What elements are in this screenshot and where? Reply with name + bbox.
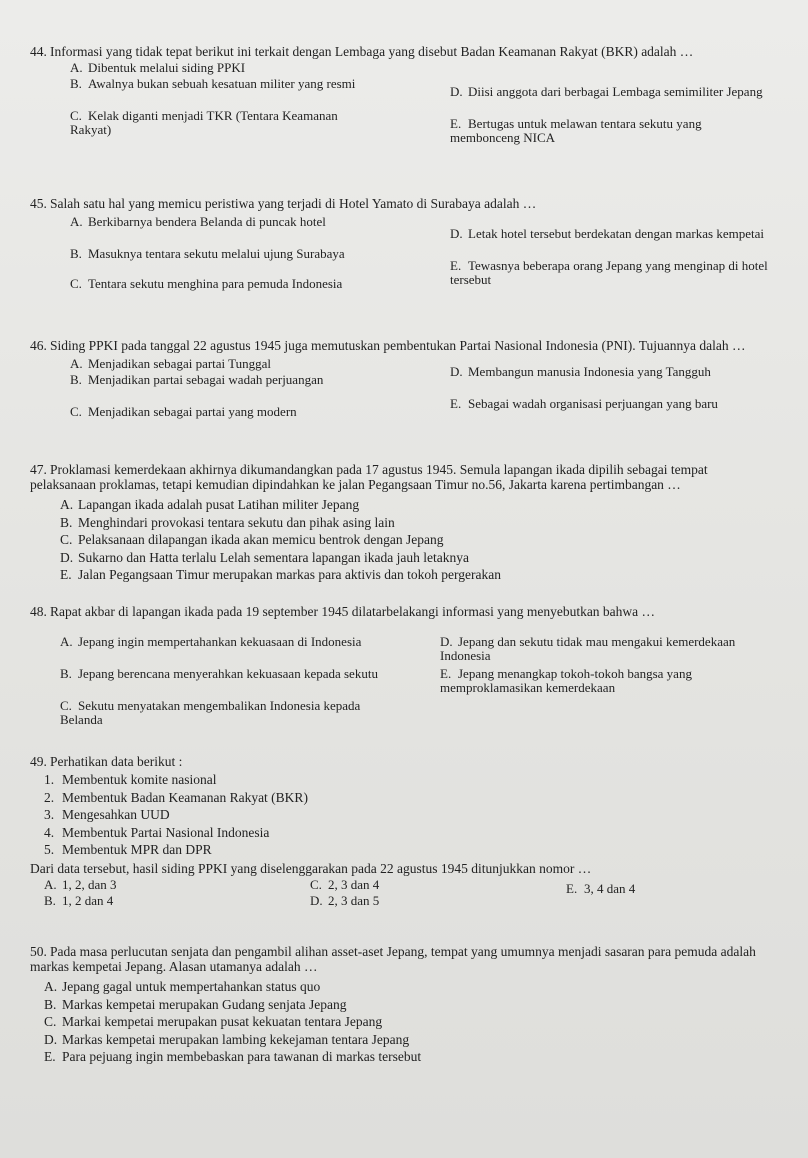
question-stem [30, 196, 770, 211]
option-b[interactable]: B. Masuknya tentara sekutu melalui ujung Surabaya [70, 246, 345, 261]
question-45 [30, 196, 770, 293]
option-d[interactable]: D. Jepang dan sekutu tidak mau mengakui kemerdekaan Indonesia [440, 634, 736, 663]
question-text: Proklamasi kemerdekaan akhirnya dikumandangkan pada 17 agustus 1945. Semula lapangan ikada dipilih sebagai tempat pelaksanaan proklamas, tetapi kemudian dipindahkan ke jalan Pegangsaan Timur no.56, Jakarta karena pertimbangan … [30, 462, 708, 492]
option-a[interactable]: A. Lapangan ikada adalah pusat Latihan militer Jepang [60, 497, 360, 512]
option-c[interactable]: C. 2, 3 dan 4 [310, 876, 380, 892]
option-d[interactable]: D. Letak hotel tersebut berdekatan dengan markas kempetai [450, 226, 764, 241]
option-d[interactable]: D. Membangun manusia Indonesia yang Tangguh [450, 364, 711, 379]
option-b[interactable]: B. Menjadikan partai sebagai wadah perjuangan [70, 372, 324, 387]
question-number: 47. [30, 462, 47, 477]
question-number: 45. [30, 196, 47, 211]
question-text: Siding PPKI pada tanggal 22 agustus 1945 juga memutuskan pembentukan Partai Nasional Indonesia (PNI). Tujuannya dalah … [50, 338, 746, 353]
option-a[interactable]: A. Menjadikan sebagai partai Tunggal [70, 356, 272, 371]
option-c[interactable]: C. Kelak diganti menjadi TKR (Tentara Keamanan Rakyat) [70, 108, 338, 137]
option-d[interactable]: D. 2, 3 dan 5 [310, 892, 380, 908]
list-item: 4. Membentuk Partai Nasional Indonesia [44, 824, 270, 840]
option-e[interactable]: E. Para pejuang ingin membebaskan para tawanan di markas tersebut [44, 1049, 422, 1064]
question-46 [30, 338, 770, 421]
list-item: 1. Membentuk komite nasional [44, 772, 217, 787]
option-a[interactable]: A. Jepang gagal untuk mempertahankan status quo [44, 979, 321, 994]
list-item: 2. Membentuk Badan Keamanan Rakyat (BKR) [44, 789, 308, 805]
question-number: 49. [30, 754, 47, 769]
option-c[interactable]: C. Tentara sekutu menghina para pemuda Indonesia [70, 276, 343, 291]
question-44 [30, 44, 770, 143]
question-text: Pada masa perlucutan senjata dan pengambil alihan asset-aset Jepang, tempat yang umumnya menjadi sasaran para pemuda adalah markas kempetai Jepang. Alasan utamanya adalah … [30, 944, 756, 974]
option-d[interactable]: D. Sukarno dan Hatta terlalu Lelah sementara lapangan ikada jauh letaknya [60, 549, 469, 565]
option-d[interactable]: D. Diisi anggota dari berbagai Lembaga semimiliter Jepang [450, 84, 763, 99]
option-e[interactable]: E. Tewasnya beberapa orang Jepang yang menginap di hotel tersebut [450, 258, 768, 287]
option-a[interactable]: A. 1, 2, dan 3 [44, 876, 117, 892]
question-number: 50. [30, 944, 47, 959]
question-text: Salah satu hal yang memicu peristiwa yang terjadi di Hotel Yamato di Surabaya adalah … [50, 196, 537, 211]
option-c[interactable]: C. Sekutu menyatakan mengembalikan Indonesia kepada Belanda [60, 698, 361, 727]
data-list [30, 771, 770, 859]
option-e[interactable]: E. Jepang menangkap tokoh-tokoh bangsa yang memproklamasikan kemerdekaan [440, 666, 692, 695]
options [30, 621, 770, 727]
option-c[interactable]: C. Pelaksanaan dilapangan ikada akan memicu bentrok dengan Jepang [60, 532, 444, 547]
option-a[interactable]: A. Berkibarnya bendera Belanda di puncak hotel [70, 214, 326, 229]
option-e[interactable]: E. Jalan Pegangsaan Timur merupakan markas para aktivis dan tokoh pergerakan [60, 567, 502, 582]
question-text-2: Dari data tersebut, hasil siding PPKI yang diselenggarakan pada 22 agustus 1945 ditunjukkan nomor … [30, 860, 592, 876]
question-text: Perhatikan data berikut : [50, 754, 183, 769]
options [30, 355, 770, 421]
option-b[interactable]: B. Awalnya bukan sebuah kesatuan militer yang resmi [70, 76, 356, 91]
option-b[interactable]: B. 1, 2 dan 4 [44, 892, 114, 908]
options [30, 61, 770, 143]
option-a[interactable]: A. Jepang ingin mempertahankan kekuasaan di Indonesia [60, 634, 362, 649]
option-e[interactable]: E. Sebagai wadah organisasi perjuangan yang baru [450, 396, 718, 411]
list-item: 5. Membentuk MPR dan DPR [44, 842, 212, 857]
question-47 [30, 462, 770, 584]
option-b[interactable]: B. Menghindari provokasi tentara sekutu dan pihak asing lain [60, 514, 395, 530]
question-number: 48. [30, 604, 47, 619]
options [30, 496, 770, 584]
options [30, 876, 770, 910]
option-b[interactable]: B. Jepang berencana menyerahkan kekuasaan kepada sekutu [60, 666, 378, 681]
question-48 [30, 604, 770, 727]
question-stem [30, 44, 770, 59]
option-d[interactable]: D. Markas kempetai merupakan lambing kekejaman tentara Jepang [44, 1031, 410, 1047]
question-stem [30, 754, 770, 769]
list-item: 3. Mengesahkan UUD [44, 807, 170, 822]
option-e[interactable]: E. 3, 4 dan 4 [566, 880, 636, 896]
options [30, 978, 770, 1066]
question-text: Informasi yang tidak tepat berikut ini terkait dengan Lembaga yang disebut Badan Keamanan Rakyat (BKR) adalah … [50, 44, 694, 59]
option-a[interactable]: A. Dibentuk melalui siding PPKI [70, 60, 246, 75]
options [30, 213, 770, 293]
option-c[interactable]: C. Menjadikan sebagai partai yang modern [70, 404, 297, 419]
question-text: Rapat akbar di lapangan ikada pada 19 september 1945 dilatarbelakangi informasi yang menyebutkan bahwa … [50, 604, 656, 619]
option-e[interactable]: E. Bertugas untuk melawan tentara sekutu yang membonceng NICA [450, 116, 702, 145]
question-49 [30, 754, 770, 910]
option-c[interactable]: C. Markai kempetai merupakan pusat kekuatan tentara Jepang [44, 1014, 383, 1029]
question-stem [30, 944, 770, 974]
question-stem [30, 338, 770, 353]
question-number: 46. [30, 338, 47, 353]
option-b[interactable]: B. Markas kempetai merupakan Gudang senjata Jepang [44, 996, 347, 1012]
question-stem [30, 462, 770, 492]
question-number: 44. [30, 44, 47, 59]
question-50 [30, 944, 770, 1066]
question-stem [30, 604, 770, 619]
